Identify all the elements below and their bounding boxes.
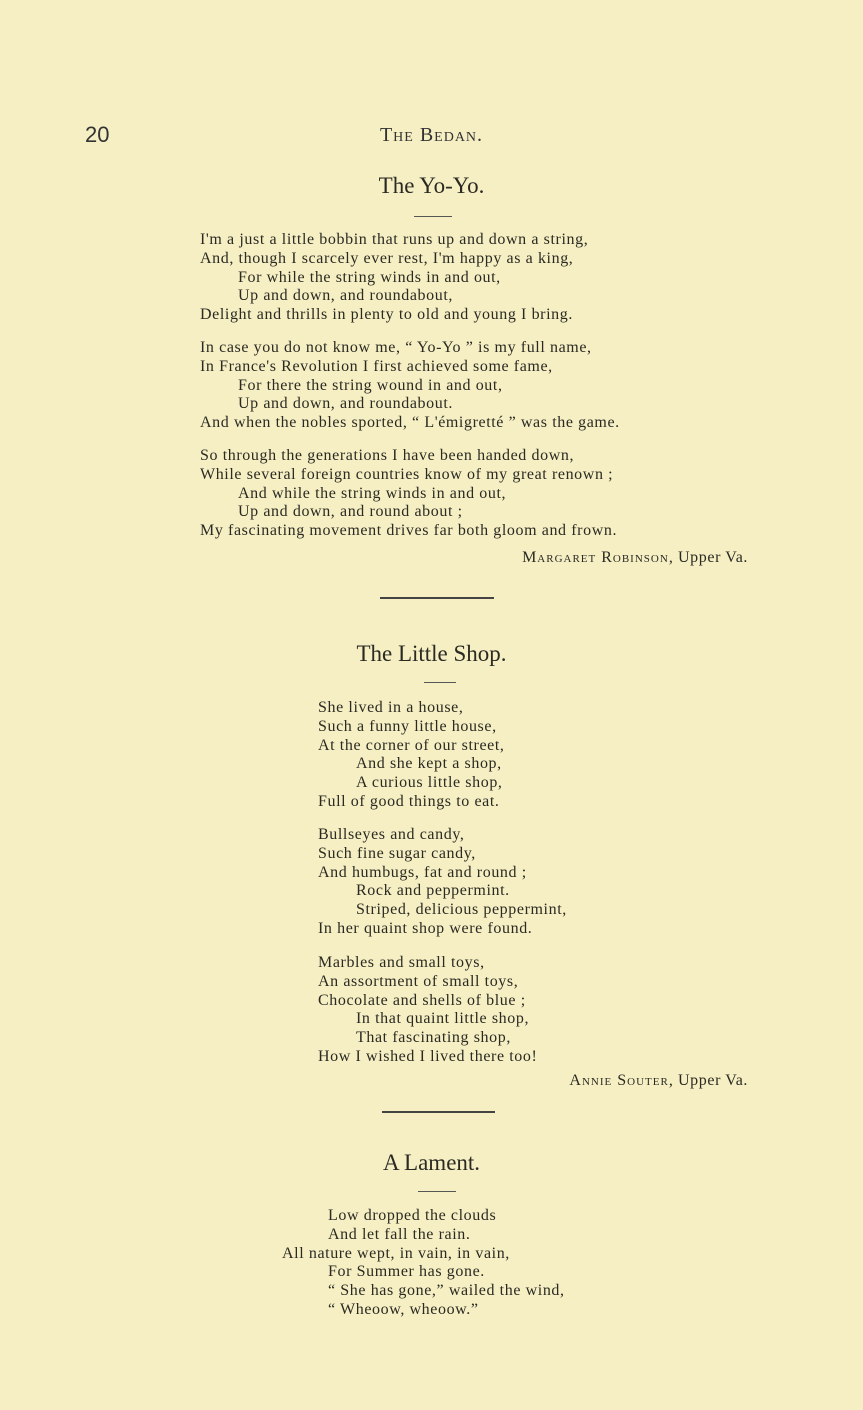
poem-line: In her quaint shop were found. <box>318 919 533 937</box>
poem-line: Bullseyes and candy, <box>318 826 465 843</box>
poem-line: Low dropped the clouds <box>328 1207 497 1224</box>
poem-line: And, though I scarcely ever rest, I'm happy as a king, <box>200 249 574 267</box>
poem-line: That fascinating shop, <box>356 1029 511 1047</box>
poem-line: Rock and peppermint. <box>356 882 510 900</box>
poem-line: Delight and thrills in plenty to old and young I bring. <box>200 306 573 324</box>
poem-line: And humbugs, fat and round ; <box>318 863 527 881</box>
author-affiliation: , Upper Va. <box>668 549 748 566</box>
poem-line: At the corner of our street, <box>318 736 505 754</box>
poem-line: And she kept a shop, <box>356 755 502 773</box>
stanza <box>200 339 620 433</box>
poem-line: For Summer has gone. <box>328 1263 485 1281</box>
author-affiliation: , Upper Va. <box>668 1072 748 1089</box>
poem-line: In that quaint little shop, <box>356 1010 530 1028</box>
poem-line: For there the string wound in and out, <box>238 376 503 394</box>
poem-line: Chocolate and shells of blue ; <box>318 991 526 1009</box>
poem-line: All nature wept, in vain, in vain, <box>282 1244 510 1262</box>
stanza <box>200 231 588 325</box>
poem-line: Marbles and small toys, <box>318 954 485 971</box>
poem-title-yo-yo: The Yo-Yo. <box>378 173 485 198</box>
poem-line: And while the string winds in and out, <box>238 484 507 502</box>
stanza <box>282 1207 565 1320</box>
section-divider <box>380 597 494 599</box>
poem-line: Such a funny little house, <box>318 717 497 735</box>
poem-line: While several foreign countries know of my great renown ; <box>200 465 614 483</box>
poem-line: Full of good things to eat. <box>318 792 500 810</box>
stanza <box>318 954 537 1067</box>
title-underline <box>414 216 452 217</box>
poem-line: “ She has gone,” wailed the wind, <box>328 1282 565 1300</box>
poem-line: A curious little shop, <box>356 774 503 792</box>
poem-line: In France's Revolution I first achieved some fame, <box>200 357 553 375</box>
stanza <box>200 447 617 541</box>
author-name: Annie Souter <box>569 1072 669 1089</box>
poem-line: Such fine sugar candy, <box>318 844 476 862</box>
section-divider <box>382 1111 495 1113</box>
poem-line: How I wished I lived there too! <box>318 1047 538 1065</box>
page-number: 20 <box>85 122 110 147</box>
poem-line: And when the nobles sported, “ L'émigretté ” was the game. <box>200 414 620 432</box>
stanza <box>318 699 505 812</box>
poem-line: Up and down, and roundabout, <box>238 287 453 305</box>
poem-line: Up and down, and roundabout. <box>238 395 453 413</box>
author-signature <box>522 549 748 567</box>
poem-title-little-shop: The Little Shop. <box>356 641 507 666</box>
poem-line: And let fall the rain. <box>328 1225 471 1243</box>
title-underline <box>424 682 456 683</box>
running-head: The Bedan. <box>379 124 484 146</box>
poem-line: An assortment of small toys, <box>318 972 519 990</box>
poem-line: My fascinating movement drives far both gloom and frown. <box>200 522 618 540</box>
poem-title-lament: A Lament. <box>382 1150 481 1175</box>
poem-line: Up and down, and round about ; <box>238 503 463 521</box>
stanza <box>318 826 567 939</box>
poem-line: She lived in a house, <box>318 699 464 716</box>
poem-line: Striped, delicious peppermint, <box>356 901 567 919</box>
poem-line: “ Wheoow, wheoow.” <box>328 1300 479 1318</box>
author-signature <box>569 1072 748 1090</box>
poem-line: In case you do not know me, “ Yo-Yo ” is my full name, <box>200 339 592 356</box>
title-underline <box>418 1191 456 1192</box>
poem-line: So through the generations I have been handed down, <box>200 447 575 464</box>
poem-line: I'm a just a little bobbin that runs up and down a string, <box>200 231 589 248</box>
poem-line: For while the string winds in and out, <box>238 268 501 286</box>
author-name: Margaret Robinson <box>522 549 669 566</box>
